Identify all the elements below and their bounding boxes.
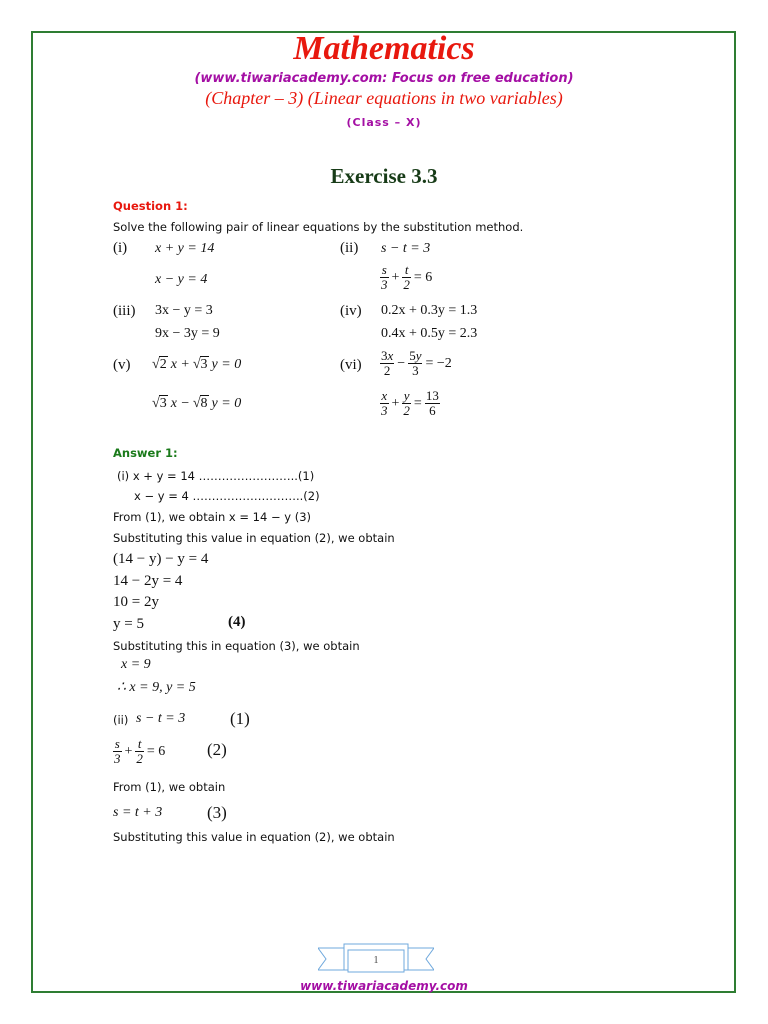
step-4-tag: (4) bbox=[228, 614, 246, 630]
frac-x-3: $\frac{x}{3}$ bbox=[381, 388, 388, 418]
ans-frac-t-2: $\frac{t}{2}$ bbox=[136, 736, 143, 766]
ii-tag-1: (1) bbox=[230, 709, 250, 728]
frac-s-3: $\frac{s}{3}$ bbox=[381, 262, 388, 292]
label-iv: (iv) bbox=[340, 303, 362, 319]
eq-v-1-end: y = 0 bbox=[211, 356, 242, 372]
answer-heading: Answer 1: bbox=[113, 446, 178, 460]
step-3: 10 = 2y bbox=[113, 594, 159, 610]
answer-line-3: From (1), we obtain x = 14 − y (3) bbox=[113, 510, 311, 524]
eq-i-1: x + y = 14 bbox=[155, 241, 215, 256]
eq-ii-2: $\frac{s}{3}$ + $\frac{t}{2}$ = 6 bbox=[381, 262, 433, 292]
label-iii: (iii) bbox=[113, 303, 136, 319]
ii-label: (ii) bbox=[113, 713, 129, 727]
eq-iv-2: 0.4x + 0.5y = 2.3 bbox=[381, 326, 478, 341]
ii-equation: s − t = 3 bbox=[136, 711, 186, 726]
question-prompt: Solve the following pair of linear equations by the substitution method. bbox=[113, 220, 524, 234]
eq-ii-1: s − t = 3 bbox=[381, 241, 431, 256]
frac-y-2: $\frac{y}{2}$ bbox=[403, 388, 410, 418]
eq-iv-1: 0.2x + 0.3y = 1.3 bbox=[381, 303, 478, 318]
ans-frac-s-3: $\frac{s}{3}$ bbox=[114, 736, 121, 766]
answer-line-6: From (1), we obtain bbox=[113, 780, 226, 794]
frac-t-2: $\frac{t}{2}$ bbox=[403, 262, 410, 292]
ii-equation-2: $\frac{s}{3}$ + $\frac{t}{2}$ = 6 bbox=[114, 736, 166, 766]
label-i: (i) bbox=[113, 240, 128, 256]
step-2: 14 − 2y = 4 bbox=[113, 573, 183, 589]
eq-v-2-rest: x − bbox=[170, 395, 190, 411]
answer-line-7: Substituting this value in equation (2), we obtain bbox=[113, 830, 395, 844]
eq-v-1-rest: x + bbox=[170, 356, 190, 372]
answer-line-5: Substituting this in equation (3), we obtain bbox=[113, 639, 360, 653]
eq-vi-1: $\frac{3x}{2}$ − $\frac{5y}{3}$ = −2 bbox=[381, 348, 452, 378]
eq-v-1: √2 x + √3 y = 0 bbox=[152, 356, 242, 372]
ii-tag-2: (2) bbox=[207, 740, 227, 759]
answer-line-1: (i) x + y = 14 ……………………..(1) bbox=[117, 469, 315, 483]
eq-v-2: √3 x − √8 y = 0 bbox=[152, 395, 242, 411]
answer-line-4: Substituting this value in equation (2), we obtain bbox=[113, 531, 395, 545]
step-7: s = t + 3 bbox=[113, 805, 163, 820]
step-6: ∴ x = 9, y = 5 bbox=[117, 680, 196, 695]
label-vi: (vi) bbox=[340, 357, 362, 373]
frac-5y-3: $\frac{5y}{3}$ bbox=[409, 348, 422, 378]
step-4: y = 5 bbox=[113, 616, 144, 632]
eq-vi-2: $\frac{x}{3}$ + $\frac{y}{2}$ = $\frac{13}{6}$ bbox=[381, 388, 439, 418]
footer-url[interactable]: www.tiwariacademy.com bbox=[300, 979, 468, 993]
eq-iii-2: 9x − 3y = 9 bbox=[155, 326, 220, 341]
eq-v-2-end: y = 0 bbox=[211, 395, 242, 411]
step-1: (14 − y) − y = 4 bbox=[113, 551, 209, 567]
step-7-tag: (3) bbox=[207, 803, 227, 822]
chapter-heading: (Chapter – 3) (Linear equations in two variables) bbox=[205, 88, 563, 108]
label-ii: (ii) bbox=[340, 240, 359, 256]
exercise-title: Exercise 3.3 bbox=[330, 164, 438, 188]
label-v: (v) bbox=[113, 357, 131, 373]
answer-line-2: x − y = 4 ………………………..(2) bbox=[134, 489, 320, 503]
eq-iii-1: 3x − y = 3 bbox=[155, 303, 213, 318]
step-5: x = 9 bbox=[121, 657, 151, 672]
frac-13-6: $\frac{13}{6}$ bbox=[425, 388, 439, 418]
site-tagline: (www.tiwariacademy.com: Focus on free education) bbox=[194, 71, 574, 86]
frac-3x-2: $\frac{3x}{2}$ bbox=[381, 348, 394, 378]
page-number: 1 bbox=[373, 955, 379, 966]
class-label: (Class – X) bbox=[346, 116, 422, 129]
eq-i-2: x − y = 4 bbox=[155, 272, 208, 287]
page-title: Mathematics bbox=[293, 30, 475, 67]
question-heading: Question 1: bbox=[113, 199, 188, 213]
